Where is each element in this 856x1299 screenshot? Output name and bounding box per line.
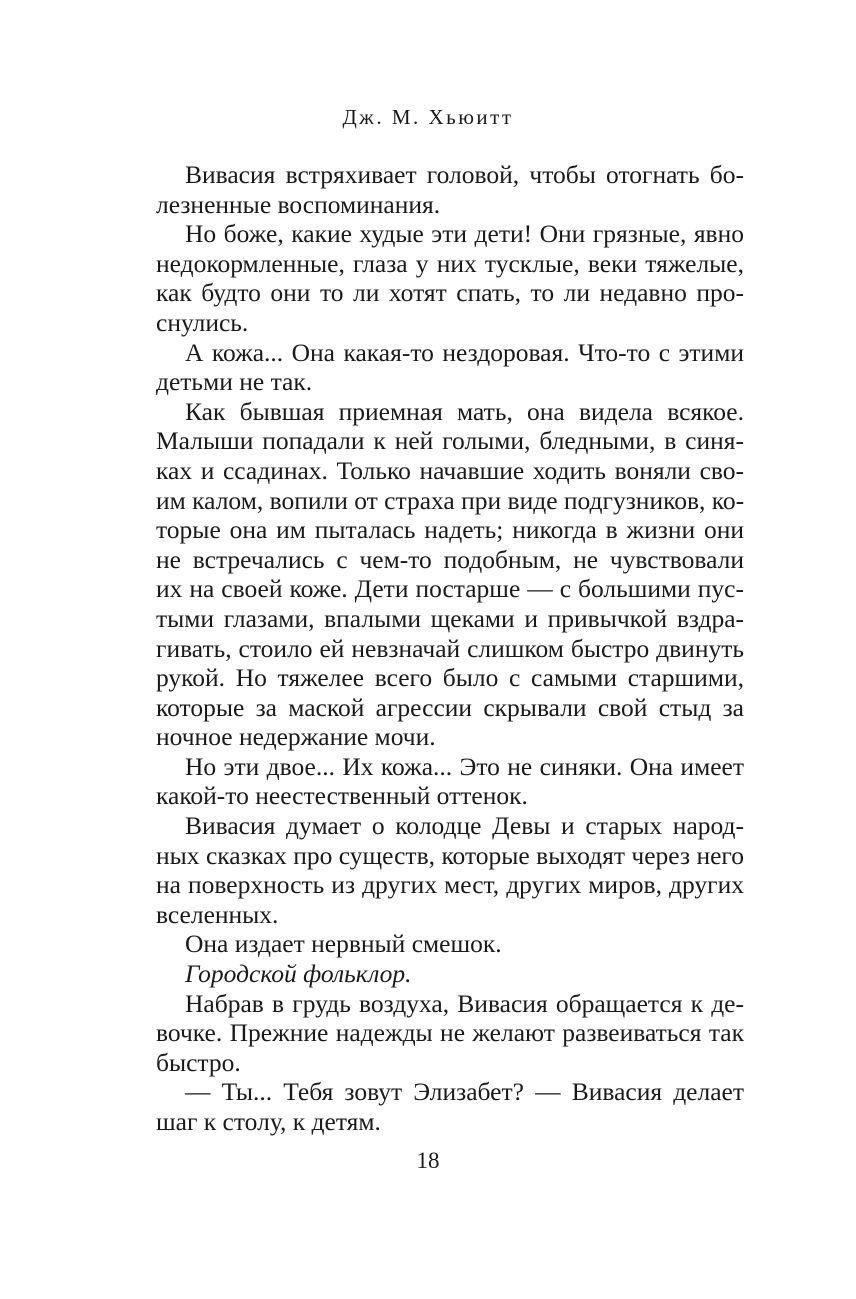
text-line: лезненные воспоминания. <box>156 189 441 219</box>
text-line: ках и ссадинах. Только начавшие ходить воняли сво- <box>156 455 744 485</box>
text-line: гивать, стоило ей невзначай слишком быстро двинуть <box>156 633 744 663</box>
text-line: — Ты... Тебя зовут Элизабет? — Вивасия делает <box>185 1077 744 1107</box>
text-line: Малыши попадали к ней голыми, бледными, в синя- <box>156 426 744 456</box>
text-line: шаг к столу, к детям. <box>156 1107 381 1136</box>
text-line: снулись. <box>156 307 249 337</box>
running-header-author: Дж. М. Хьюитт <box>342 105 514 129</box>
text-line: не встречались с чем-то подобным, не чувствовали <box>156 544 744 574</box>
text-line: быстро. <box>156 1047 241 1077</box>
text-line: Но боже, какие худые эти дети! Они грязные, явно <box>185 219 744 249</box>
text-line: Вивасия думает о колодце Девы и старых народ- <box>185 811 744 841</box>
text-line: ночное недержание мочи. <box>156 722 436 752</box>
text-line: им калом, вопили от страха при виде подгузников, ко- <box>156 485 745 515</box>
text-line: вселенных. <box>156 899 279 929</box>
text-line: Как бывшая приемная мать, она видела всякое. <box>185 396 744 426</box>
text-line: их на своей коже. Дети постарше — с большими пус- <box>156 574 744 604</box>
body-text <box>156 160 744 1137</box>
text-line: Вивасия встряхивает головой, чтобы отогнать бо- <box>185 160 744 189</box>
text-line: какой-то неестественный оттенок. <box>156 781 528 811</box>
text-line: ных сказках про существ, которые выходят через него <box>156 840 744 870</box>
text-line: которые за маской агрессии скрывали свой стыд за <box>156 692 744 722</box>
text-line: Она издает нервный смешок. <box>185 929 502 959</box>
text-line: рукой. Но тяжелее всего было с самыми старшими, <box>156 663 744 693</box>
text-line: Набрав в грудь воздуха, Вивасия обращается к де- <box>185 988 744 1018</box>
text-line: детьми не так. <box>156 367 313 397</box>
text-line: как будто они то ли хотят спать, то ли недавно про- <box>156 278 744 308</box>
text-line: на поверхность из других мест, других миров, других <box>156 870 744 900</box>
text-line-italic: Городской фольклор. <box>185 959 412 989</box>
text-line: А кожа... Она какая-то нездоровая. Что-то с этими <box>185 337 744 367</box>
text-line: Но эти двое... Их кожа... Это не синяки. Она имеет <box>185 751 744 781</box>
text-line: тыми глазами, впалыми щеками и привычкой вздра- <box>156 603 744 633</box>
text-line: вочке. Прежние надежды не желают развеиваться так <box>156 1018 744 1048</box>
page-number: 18 <box>416 1148 440 1173</box>
text-line: торые она им пыталась надеть; никогда в жизни они <box>156 515 744 545</box>
text-line: недокормленные, глаза у них тусклые, веки тяжелые, <box>156 248 744 278</box>
